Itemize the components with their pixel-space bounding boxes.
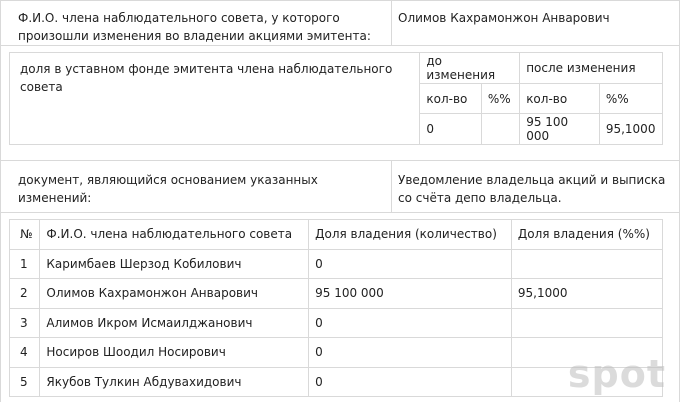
header-num: № — [10, 220, 40, 250]
table-row — [10, 308, 663, 338]
before-pct-header: %% — [481, 84, 519, 114]
table-row — [10, 279, 663, 309]
row-pct — [511, 249, 662, 279]
share-change-row — [1, 46, 680, 161]
header-name: Ф.И.О. члена наблюдательного совета — [40, 220, 309, 250]
basis-document-value-cell — [392, 161, 680, 213]
after-qty-header: кол-во — [520, 84, 600, 114]
table-row — [10, 249, 663, 279]
share-change-table — [9, 52, 663, 145]
basis-document-label: документ, являющийся основанием указанных изменений: — [18, 173, 318, 205]
row-qty: 95 100 000 — [309, 279, 512, 309]
table-row — [10, 338, 663, 368]
row-qty: 0 — [309, 338, 512, 368]
row-qty: 0 — [309, 308, 512, 338]
before-qty-value: 0 — [420, 114, 482, 145]
row-name: Носиров Шоодил Носирович — [40, 338, 309, 368]
row-num: 1 — [10, 249, 40, 279]
row-qty: 0 — [309, 367, 512, 397]
members-header-row — [10, 220, 663, 250]
member-name-value-cell — [392, 1, 680, 46]
members-table — [9, 219, 663, 397]
share-description-text: доля в уставном фонде эмитента члена наблюдательного совета — [20, 62, 393, 94]
after-change-header: после изменения — [520, 53, 663, 84]
row-num: 5 — [10, 367, 40, 397]
row-pct: 95,1000 — [511, 279, 662, 309]
member-name-label: Ф.И.О. члена наблюдательного совета, у которого произошли изменения во владении акциями эмитента: — [18, 11, 371, 43]
before-pct-value — [481, 114, 519, 145]
row-pct — [511, 308, 662, 338]
row-name: Олимов Кахрамонжон Анварович — [40, 279, 309, 309]
before-qty-header: кол-во — [420, 84, 482, 114]
member-name-row — [1, 1, 680, 46]
share-description — [10, 53, 420, 145]
share-change-cell — [1, 46, 680, 161]
after-pct-value: 95,1000 — [599, 114, 662, 145]
after-qty-value: 95 100 000 — [520, 114, 600, 145]
row-num: 3 — [10, 308, 40, 338]
member-name-label-cell — [1, 1, 392, 46]
member-name-value: Олимов Кахрамонжон Анварович — [398, 11, 610, 25]
header-qty: Доля владения (количество) — [309, 220, 512, 250]
row-qty: 0 — [309, 249, 512, 279]
basis-document-value: Уведомление владельца акций и выписка со счёта депо владельца. — [398, 173, 666, 205]
row-num: 4 — [10, 338, 40, 368]
row-name: Алимов Икром Исмаилджанович — [40, 308, 309, 338]
basis-document-label-cell — [1, 161, 392, 213]
row-name: Якубов Тулкин Абдувахидович — [40, 367, 309, 397]
header-pct: Доля владения (%%) — [511, 220, 662, 250]
basis-document-row — [1, 161, 680, 213]
row-num: 2 — [10, 279, 40, 309]
watermark-logo: spot — [567, 352, 666, 396]
before-change-header: до изменения — [420, 53, 520, 84]
row-name: Каримбаев Шерзод Кобилович — [40, 249, 309, 279]
after-pct-header: %% — [599, 84, 662, 114]
table-row — [10, 367, 663, 397]
